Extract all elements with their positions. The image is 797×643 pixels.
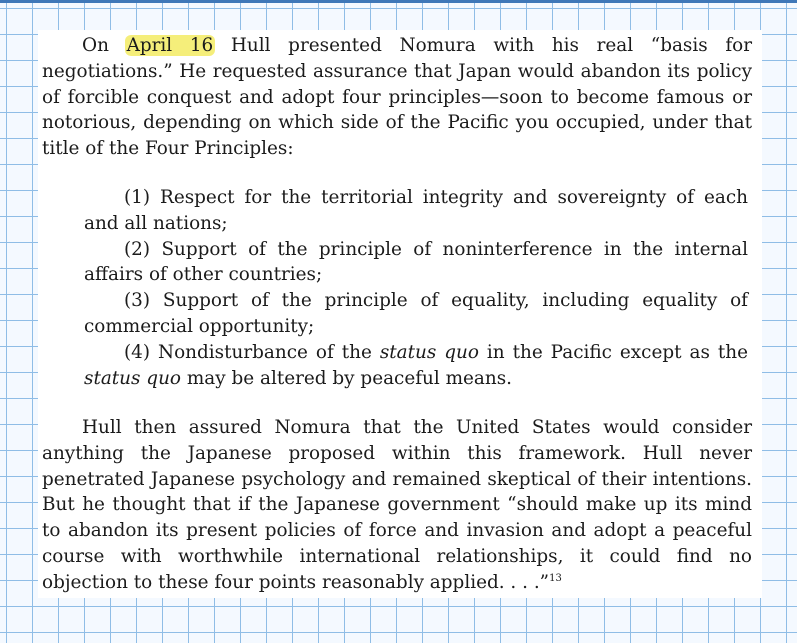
principle-4-italic-2: status quo (84, 367, 181, 389)
principle-4-part-1: (4) Nondisturbance of the (124, 341, 372, 363)
four-principles-list (84, 185, 748, 391)
principle-4 (84, 340, 748, 392)
book-page (38, 30, 762, 598)
principle-2: (2) Support of the principle of noninterference in the internal affairs of other countries; (84, 238, 748, 286)
principle-4-part-3: may be altered by peaceful means. (186, 367, 513, 389)
principle-1: (1) Respect for the territorial integrity and sovereignty of each and all nations; (84, 187, 748, 234)
conclusion-text: Hull then assured Nomura that the United States would consider anything the Japanese proposed within this framework. Hull never penetrated Japanese psychology and remained skeptical of their intentions. But he thought that if the Japanese government “should make up its mind to abandon its present policies of force and invasion and adopt a peaceful course with worthwhile international relationships, it could find no objection to these four points reasonably applied. . . .” (42, 417, 752, 593)
top-border-line (0, 0, 797, 3)
paragraph-conclusion (42, 415, 752, 596)
paragraph-intro (42, 33, 752, 162)
highlighted-date: April 16 (126, 35, 214, 56)
principle-4-part-2: in the Pacific except as the (486, 341, 748, 363)
principle-3: (3) Support of the principle of equality, including equality of commercial opportunity; (84, 290, 748, 337)
intro-lead-word: On (82, 35, 109, 56)
principle-4-italic-1: status quo (379, 341, 479, 363)
intro-text: Hull presented Nomura with his real “basis for negotiations.” He requested assurance that Japan would abandon its policy of forcible conquest and adopt four principles—soon to become famous or notorious, depending on which side of the Pacific you occupied, under that title of the Four Principles: (42, 35, 752, 160)
footnote-marker: 13 (549, 572, 562, 584)
